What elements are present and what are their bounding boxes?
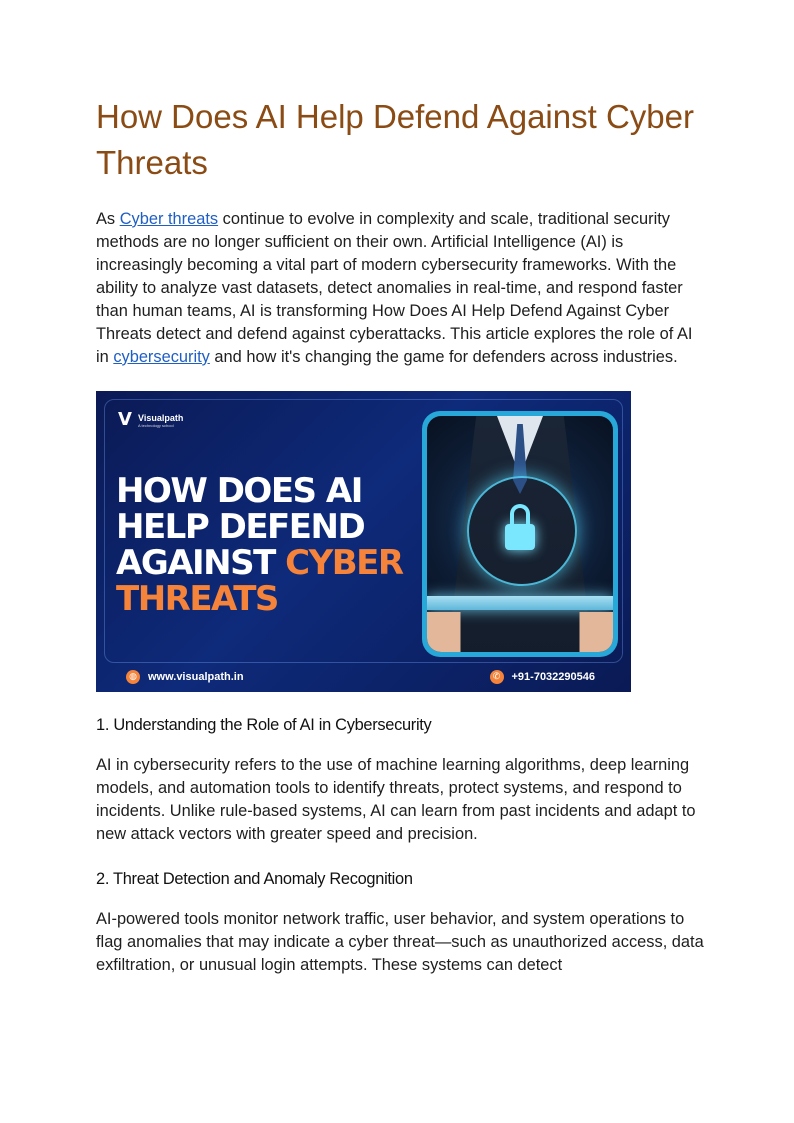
headline-line-2: HELP DEFEND — [116, 507, 365, 547]
padlock-icon — [505, 504, 535, 552]
page-title: How Does AI Help Defend Against Cyber Threats — [96, 98, 694, 181]
cybersecurity-link[interactable]: cybersecurity — [113, 348, 210, 366]
logo-tagline: A technology school — [138, 422, 174, 428]
tablet-shape — [427, 596, 613, 610]
headline-line-3 — [116, 545, 403, 581]
banner-phone — [490, 670, 596, 684]
intro-text-end: and how it's changing the game for defenders across industries. — [209, 348, 678, 366]
website-text: www.visualpath.in — [148, 671, 244, 683]
visualpath-logo — [118, 411, 183, 429]
globe-icon: ◍ — [126, 670, 140, 684]
section-2-heading: 2. Threat Detection and Anomaly Recognition — [96, 870, 413, 888]
intro-text-middle: continue to evolve in complexity and scale, traditional security methods are no longer sufficient on their own. Artificial Intelligence (AI) is increasingly becoming a vital part of modern cybersecurity frameworks. With the ability to analyze vast datasets, detect anomalies in real-time, and respond faster than human teams, AI is transforming How Does AI Help Defend Against Cyber Threats detect and defend against cyberattacks. This article explores the role of AI in — [96, 210, 693, 366]
headline-line-4: THREATS — [116, 579, 278, 619]
logo-name: Visualpath — [138, 412, 184, 423]
phone-text: +91-7032290546 — [511, 671, 595, 683]
intro-text-start: As — [96, 210, 120, 228]
logo-v-icon: V — [118, 409, 132, 430]
headline-line-3-white: AGAINST — [116, 543, 286, 583]
businessman-lock-photo — [427, 416, 613, 652]
section-2-body: AI-powered tools monitor network traffic, user behavior, and system operations to flag anomalies that may indicate a cyber threat—such as unauthorized access, data exfiltration, or unusual login attempts. These systems can detect — [96, 910, 704, 974]
cyber-threats-link[interactable]: Cyber threats — [119, 210, 219, 228]
banner-headline — [116, 473, 403, 617]
intro-paragraph — [96, 208, 706, 369]
document-page — [96, 94, 706, 977]
article-banner-image — [96, 391, 631, 692]
banner-website — [126, 670, 244, 684]
phone-icon: ✆ — [490, 670, 504, 684]
headline-line-3-orange: CYBER — [285, 543, 403, 583]
section-1-heading: 1. Understanding the Role of AI in Cybersecurity — [96, 716, 432, 734]
section-1-body: AI in cybersecurity refers to the use of machine learning algorithms, deep learning models, and automation tools to identify threats, protect systems, and respond to incidents. Unlike rule-based systems, AI can learn from past incidents and adapt to new attack vectors with greater speed and precision. — [96, 756, 696, 843]
banner-photo-frame — [422, 411, 618, 657]
headline-line-1: HOW DOES AI — [116, 471, 362, 511]
hands-shape — [427, 612, 613, 652]
